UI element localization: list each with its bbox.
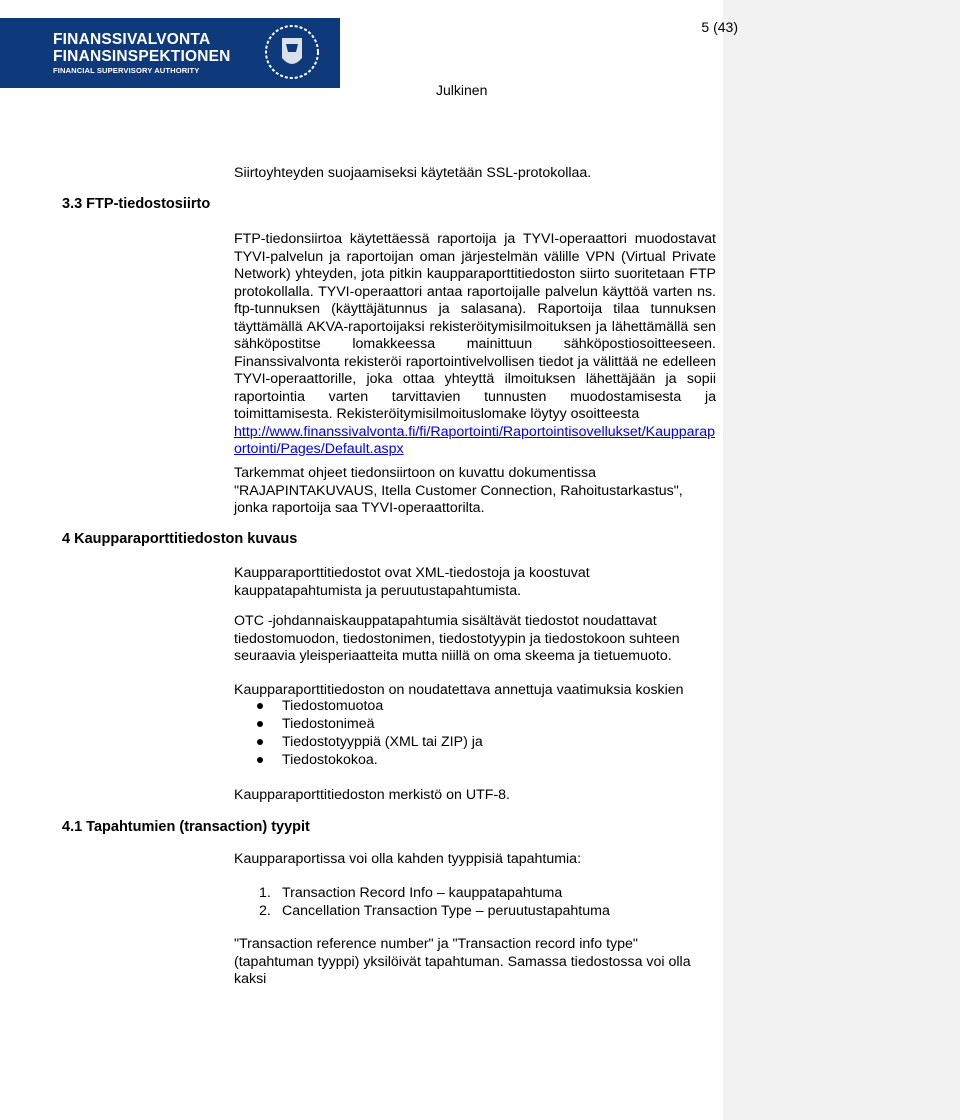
- list-item: Tiedostonimeä: [234, 715, 483, 733]
- list-item: [234, 884, 610, 902]
- list-item: [234, 902, 610, 920]
- xml-paragraph: Kaupparaporttitiedostot ovat XML-tiedostoja ja koostuvat kauppatapahtumista ja peruutustapahtumista.: [234, 565, 590, 599]
- reference-paragraph: "Transaction reference number" ja "Transaction record info type" (tapahtuman tyyppi) yksilöivät tapahtuman. Samassa tiedostossa voi olla kaksi: [234, 936, 691, 987]
- charset-paragraph: Kaupparaporttitiedoston merkistö on UTF-8.: [234, 787, 510, 803]
- finanssivalvonta-logo: [0, 18, 340, 88]
- list-item: Tiedostokokoa.: [234, 751, 483, 769]
- ftp-section: [234, 231, 716, 459]
- transaction-types-list: [234, 884, 610, 920]
- otc-paragraph: OTC -johdannaiskauppatapahtumia sisältävät tiedostot noudattavat tiedostomuodon, tiedostonimen, tiedostotyypin ja tiedostokoon suhteen seuraavia yleisperiaatteita mutta niillä on oma skeema ja tietuemuoto.: [234, 613, 680, 664]
- requirements-list: [234, 697, 483, 769]
- heading-4-1: 4.1 Tapahtumien (transaction) tyypit: [62, 819, 310, 835]
- ftp-paragraph: FTP-tiedonsiirtoa käytettäessä raportoija ja TYVI-operaattori muodostavat TYVI-palvelun ja raportoijan oman järjestelmän välille VPN (Virtual Private Network) yhteyden, jota pitkin kaupparaporttitiedoston siirto suoritetaan FTP protokollalla. TYVI-operaattori antaa raportoijalle palvelun käyttöä varten ns. ftp-tunnuksen (käyttäjätunnus ja salasana). Raportoija tilaa tunnuksen täyttämällä AKVA-raportoijaksi rekisteröitymisilmoituksen ja lähettämällä sen sähköpostitse lomakkeessa mainittuun sähköpostiosoitteeseen. Finanssivalvonta rekisteröi raportointivelvollisen tiedot ja välittää ne edelleen TYVI-operaattorille, joka ottaa yhteyttä ilmoituksen lähettäjään ja sopii raportointia varten tarvittavien tunnusten muodostamisesta ja toimittamisesta. Rekisteröitymisilmoituslomake löytyy osoitteesta: [234, 231, 716, 422]
- ssl-paragraph: Siirtoyhteyden suojaamiseksi käytetään SSL-protokollaa.: [234, 165, 592, 181]
- heading-3-3: 3.3 FTP-tiedostosiirto: [62, 196, 211, 212]
- classification-label: Julkinen: [436, 82, 488, 98]
- list-item-text: Cancellation Transaction Type – peruutustapahtuma: [282, 903, 610, 919]
- page-number: 5 (43): [701, 19, 738, 35]
- list-item-text: Transaction Record Info – kauppatapahtuma: [282, 885, 563, 901]
- comment-margin-panel: [723, 0, 960, 1120]
- heading-4: 4 Kaupparaporttitiedoston kuvaus: [62, 531, 298, 547]
- logo-line-1: FINANSSIVALVONTA: [53, 31, 211, 48]
- types-intro: Kaupparaportissa voi olla kahden tyyppisiä tapahtumia:: [234, 851, 582, 867]
- list-number: 1.: [259, 885, 271, 901]
- requirements-intro: Kaupparaporttitiedoston on noudatettava annettuja vaatimuksia koskien: [234, 682, 684, 698]
- registration-form-link[interactable]: http://www.finanssivalvonta.fi/fi/Raportointi/Raportointisovellukset/Kaupparaportointi/Pages/Default.aspx: [234, 423, 716, 457]
- list-number: 2.: [259, 903, 271, 919]
- lion-crest-icon: [262, 18, 340, 88]
- list-item: Tiedostomuotoa: [234, 697, 483, 715]
- logo-line-2: FINANSINSPEKTIONEN: [53, 48, 231, 65]
- rajapinta-paragraph: Tarkemmat ohjeet tiedonsiirtoon on kuvattu dokumentissa "RAJAPINTAKUVAUS, Itella Customer Connection, Rahoitustarkastus", jonka raportoija saa TYVI-operaattorilta.: [234, 465, 683, 516]
- list-item: Tiedostotyyppiä (XML tai ZIP) ja: [234, 733, 483, 751]
- logo-line-3: FINANCIAL SUPERVISORY AUTHORITY: [53, 66, 200, 75]
